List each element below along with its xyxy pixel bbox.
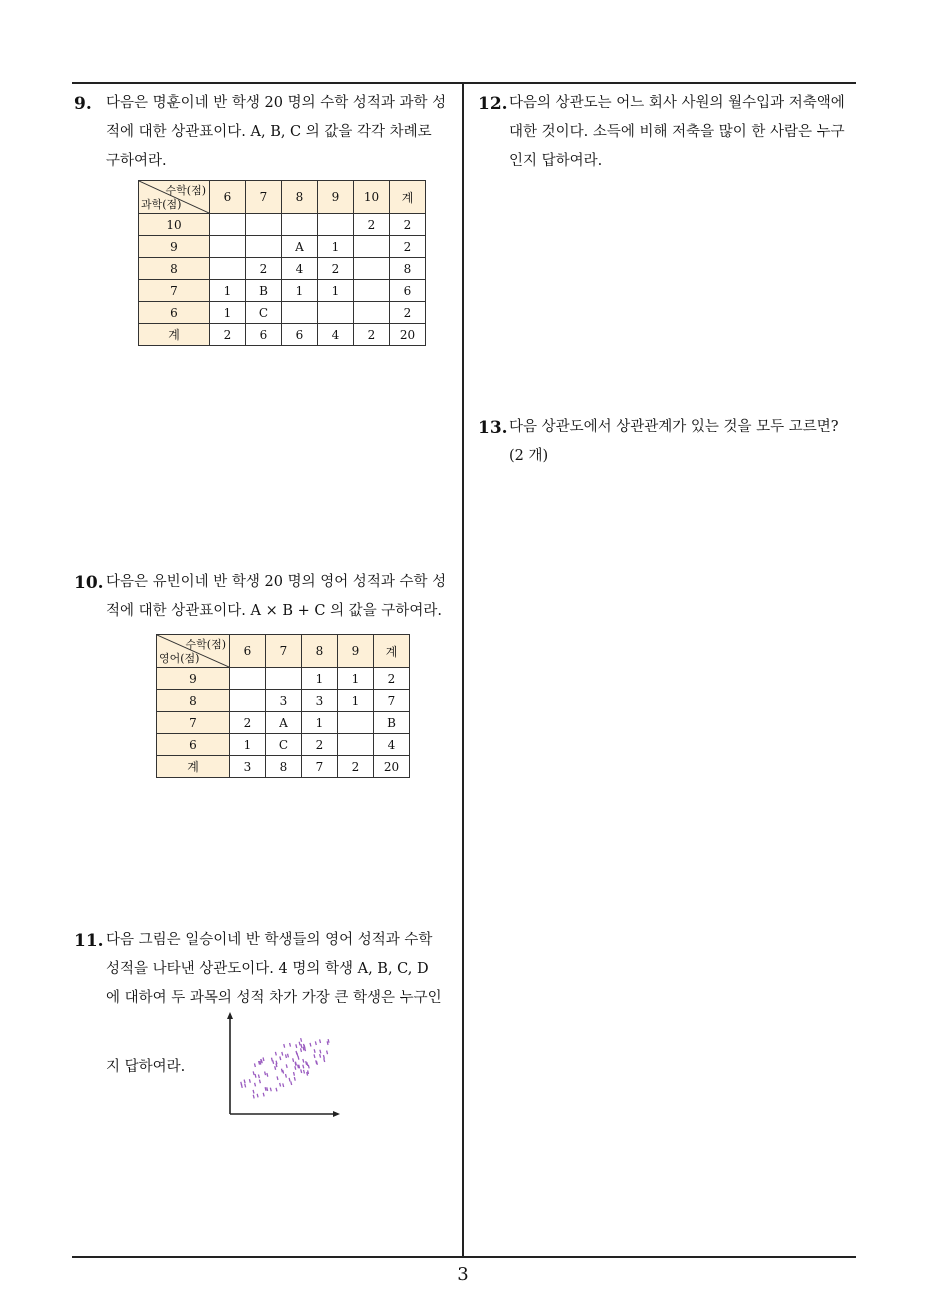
table-cell xyxy=(354,280,390,302)
option-3-scatter-plot xyxy=(508,626,648,756)
scatter-dot xyxy=(294,1077,295,1081)
scatter-dot xyxy=(245,1084,246,1088)
column-header: 9 xyxy=(318,181,354,214)
table-cell: 20 xyxy=(374,756,410,778)
table-cell: 3 xyxy=(266,690,302,712)
scatter-dot xyxy=(288,1054,289,1058)
scatter-dot xyxy=(316,1061,317,1065)
table-cell xyxy=(282,214,318,236)
question-line: 에 대하여 두 과목의 성적 차가 가장 큰 학생은 누구인 xyxy=(106,990,442,1006)
scatter-dot xyxy=(314,1049,315,1053)
scatter-dot xyxy=(258,1074,259,1078)
scatter-dot xyxy=(295,1062,296,1066)
table-cell: 1 xyxy=(338,668,374,690)
question-line: 대한 것이다. 소득에 비해 저축을 많이 한 사람은 누구 xyxy=(509,124,845,140)
scatter-dot xyxy=(257,1094,258,1098)
scatter-dot xyxy=(303,1047,304,1051)
scatter-dot xyxy=(328,1039,329,1043)
question-12-number: 12. xyxy=(478,94,508,114)
column-header: 6 xyxy=(230,635,266,668)
scatter-dot xyxy=(285,1074,286,1078)
table-cell xyxy=(318,214,354,236)
table-row xyxy=(139,280,426,302)
scatter-dot xyxy=(254,1063,255,1067)
scatter-dot xyxy=(241,1084,242,1088)
column-header: 6 xyxy=(210,181,246,214)
question-line: 적에 대한 상관표이다. A, B, C 의 값을 각각 차례로 xyxy=(106,124,432,140)
table-cell: 3 xyxy=(302,690,338,712)
table-cell: 7 xyxy=(302,756,338,778)
table-cell: 8 xyxy=(266,756,302,778)
table-cell: C xyxy=(266,734,302,756)
question-line: 다음 상관도에서 상관관계가 있는 것을 모두 고르면? xyxy=(509,419,839,435)
scatter-dot xyxy=(315,1041,316,1045)
table-cell xyxy=(354,258,390,280)
question-9-text xyxy=(106,89,446,176)
table-cell: 3 xyxy=(230,756,266,778)
scatter-dot xyxy=(320,1050,321,1054)
column-header: 9 xyxy=(338,635,374,668)
column-header: 계 xyxy=(390,181,426,214)
scatter-dot xyxy=(293,1058,294,1062)
scatter-dot xyxy=(303,1065,304,1069)
scatter-dot xyxy=(299,1042,300,1046)
scatter-dot xyxy=(281,1069,282,1073)
table-row xyxy=(157,734,410,756)
question-line: 다음은 유빈이네 반 학생 20 명의 영어 성적과 수학 성 xyxy=(106,574,447,590)
table-cell: 2 xyxy=(354,324,390,346)
scatter-dot xyxy=(324,1058,325,1062)
scatter-dot xyxy=(265,1072,266,1076)
question-line: 구하여라. xyxy=(106,153,167,169)
table-cell: 2 xyxy=(390,214,426,236)
table-cell: 1 xyxy=(318,280,354,302)
scatter-dot xyxy=(301,1038,302,1042)
scatter-dot xyxy=(259,1080,260,1084)
scatter-dot xyxy=(303,1059,304,1063)
table-cell: 1 xyxy=(338,690,374,712)
scatter-dot xyxy=(280,1083,281,1087)
table-cell: 2 xyxy=(338,756,374,778)
scatter-dot xyxy=(289,1078,290,1082)
table-cell xyxy=(338,734,374,756)
table-cell xyxy=(230,690,266,712)
corner-top-label: 수학(점) xyxy=(185,638,226,651)
question-line: 성적을 나타낸 상관도이다. 4 명의 학생 A, B, C, D xyxy=(106,961,429,977)
table-cell: 4 xyxy=(318,324,354,346)
scatter-dot xyxy=(327,1051,328,1055)
table-cell: 2 xyxy=(318,258,354,280)
scatter-dot xyxy=(275,1066,276,1070)
table-cell: 1 xyxy=(282,280,318,302)
bottom-rule xyxy=(72,1256,856,1258)
column-header: 10 xyxy=(354,181,390,214)
table-cell: 6 xyxy=(390,280,426,302)
question-11-scatter-plot xyxy=(200,1000,360,1140)
option-2-scatter-plot xyxy=(684,490,824,620)
table-cell xyxy=(354,302,390,324)
row-header: 계 xyxy=(139,324,210,346)
table-cell: 2 xyxy=(302,734,338,756)
row-header: 계 xyxy=(157,756,230,778)
scatter-dot xyxy=(297,1053,298,1057)
scatter-dot xyxy=(261,1059,262,1063)
table-cell: 4 xyxy=(374,734,410,756)
scatter-dot xyxy=(299,1065,300,1069)
scatter-dot xyxy=(301,1044,302,1048)
row-header: 8 xyxy=(139,258,210,280)
table-row xyxy=(139,302,426,324)
table-row xyxy=(157,756,410,778)
column-header: 계 xyxy=(374,635,410,668)
question-13-text xyxy=(509,413,839,471)
table-cell: 1 xyxy=(302,712,338,734)
scatter-dot xyxy=(253,1095,254,1099)
scatter-dot xyxy=(320,1039,321,1043)
question-10-number: 10. xyxy=(74,573,104,593)
table-cell: 1 xyxy=(302,668,338,690)
scatter-dot xyxy=(280,1056,281,1060)
question-line: 다음의 상관도는 어느 회사 사원의 월수입과 저축액에 xyxy=(509,95,845,111)
table-corner xyxy=(139,181,210,214)
scatter-dot xyxy=(253,1090,254,1094)
table-cell xyxy=(282,302,318,324)
row-header: 9 xyxy=(157,668,230,690)
table-cell xyxy=(210,258,246,280)
question-line: 적에 대한 상관표이다. A × B + C 의 값을 구하여라. xyxy=(106,603,442,619)
question-13-number: 13. xyxy=(478,418,508,438)
question-line: 인지 답하여라. xyxy=(509,153,603,169)
corner-bottom-label: 과학(점) xyxy=(141,198,182,211)
scatter-dot xyxy=(249,1079,250,1083)
scatter-dot xyxy=(286,1064,287,1068)
table-cell: 4 xyxy=(282,258,318,280)
table-cell xyxy=(318,302,354,324)
scatter-dot xyxy=(286,1054,287,1058)
table-cell: 2 xyxy=(246,258,282,280)
row-header: 7 xyxy=(139,280,210,302)
table-cell: 20 xyxy=(390,324,426,346)
row-header: 9 xyxy=(139,236,210,258)
table-cell xyxy=(246,214,282,236)
row-header: 6 xyxy=(139,302,210,324)
column-header: 8 xyxy=(302,635,338,668)
table-cell: B xyxy=(374,712,410,734)
table-cell: B xyxy=(246,280,282,302)
table-corner xyxy=(157,635,230,668)
question-line: 다음은 명훈이네 반 학생 20 명의 수학 성적과 과학 성 xyxy=(106,95,447,111)
table-cell: 7 xyxy=(374,690,410,712)
table-cell xyxy=(210,214,246,236)
scatter-dot xyxy=(314,1054,315,1058)
scatter-dot xyxy=(298,1056,299,1060)
scatter-dot xyxy=(327,1041,328,1045)
scatter-dot xyxy=(307,1072,308,1076)
table-row xyxy=(139,236,426,258)
table-cell: 8 xyxy=(390,258,426,280)
row-header: 6 xyxy=(157,734,230,756)
scatter-dot xyxy=(253,1071,254,1075)
scatter-dot xyxy=(294,1072,295,1076)
scatter-dot xyxy=(263,1093,264,1097)
scatter-dot xyxy=(270,1088,271,1092)
scatter-dot xyxy=(255,1083,256,1087)
scatter-dot xyxy=(308,1070,309,1074)
scatter-dot xyxy=(308,1065,309,1069)
page-number: 3 xyxy=(457,1264,469,1285)
scatter-dot xyxy=(323,1055,324,1059)
table-cell: 1 xyxy=(230,734,266,756)
table-row xyxy=(139,214,426,236)
question-12-scatter-plot xyxy=(500,164,660,304)
scatter-dot xyxy=(301,1069,302,1073)
row-header: 8 xyxy=(157,690,230,712)
column-header: 8 xyxy=(282,181,318,214)
table-row xyxy=(157,712,410,734)
question-9-correlation-table xyxy=(138,180,426,346)
scatter-dot xyxy=(284,1044,285,1048)
table-cell: C xyxy=(246,302,282,324)
scatter-dot xyxy=(255,1074,256,1078)
corner-bottom-label: 영어(점) xyxy=(159,652,200,665)
table-cell xyxy=(338,712,374,734)
table-cell: 2 xyxy=(230,712,266,734)
table-cell: 2 xyxy=(390,236,426,258)
scatter-dot xyxy=(295,1066,296,1070)
table-cell xyxy=(210,236,246,258)
table-row xyxy=(139,324,426,346)
scatter-dot xyxy=(320,1054,321,1058)
table-cell: 2 xyxy=(390,302,426,324)
row-header: 10 xyxy=(139,214,210,236)
top-rule xyxy=(72,82,856,84)
table-cell: 2 xyxy=(354,214,390,236)
table-cell: 1 xyxy=(210,280,246,302)
table-row xyxy=(157,690,410,712)
scatter-dot xyxy=(259,1061,260,1065)
question-11-number: 11. xyxy=(74,931,104,951)
column-header: 7 xyxy=(266,635,302,668)
option-5-scatter-plot xyxy=(508,762,648,892)
scatter-dot xyxy=(290,1043,291,1047)
question-12-text xyxy=(509,89,845,176)
table-cell xyxy=(246,236,282,258)
scatter-dot xyxy=(277,1076,278,1080)
question-10-text xyxy=(106,568,446,626)
scatter-dot xyxy=(301,1048,302,1052)
scatter-dot xyxy=(265,1087,266,1091)
scatter-dot xyxy=(273,1060,274,1064)
scatter-dot xyxy=(244,1080,245,1084)
table-cell xyxy=(354,236,390,258)
x-axis-arrow xyxy=(333,1111,340,1117)
table-cell: 6 xyxy=(282,324,318,346)
table-row xyxy=(139,258,426,280)
table-cell: A xyxy=(266,712,302,734)
scatter-dot xyxy=(267,1087,268,1091)
scatter-dot xyxy=(304,1070,305,1074)
table-cell: 6 xyxy=(246,324,282,346)
column-header: 7 xyxy=(246,181,282,214)
table-cell: 1 xyxy=(210,302,246,324)
option-4-scatter-plot xyxy=(684,626,824,756)
table-cell: 2 xyxy=(374,668,410,690)
y-axis-arrow xyxy=(227,1012,233,1019)
scatter-dot xyxy=(282,1052,283,1056)
question-9-number: 9. xyxy=(74,94,92,114)
question-11-tail: 지 답하여라. xyxy=(106,1059,186,1075)
table-cell: 2 xyxy=(210,324,246,346)
question-line: 다음 그림은 일승이네 반 학생들의 영어 성적과 수학 xyxy=(106,932,433,948)
scatter-dot xyxy=(276,1088,277,1092)
question-10-correlation-table xyxy=(156,634,410,778)
q11-cloud xyxy=(241,1038,329,1098)
table-cell xyxy=(230,668,266,690)
scatter-dot xyxy=(291,1081,292,1085)
table-cell: 1 xyxy=(318,236,354,258)
scatter-dot xyxy=(283,1083,284,1087)
row-header: 7 xyxy=(157,712,230,734)
scatter-dot xyxy=(296,1044,297,1048)
scatter-dot xyxy=(275,1052,276,1056)
scatter-dot xyxy=(267,1073,268,1077)
option-1-scatter-plot xyxy=(508,490,648,620)
column-divider xyxy=(462,84,464,1256)
scatter-dot xyxy=(304,1045,305,1049)
scatter-dot xyxy=(263,1057,264,1061)
question-line: (2 개) xyxy=(509,448,549,464)
table-cell xyxy=(266,668,302,690)
scatter-dot xyxy=(310,1043,311,1047)
scatter-dot xyxy=(276,1061,277,1065)
table-row xyxy=(157,668,410,690)
table-cell: A xyxy=(282,236,318,258)
corner-top-label: 수학(점) xyxy=(165,184,206,197)
scatter-dot xyxy=(306,1061,307,1065)
